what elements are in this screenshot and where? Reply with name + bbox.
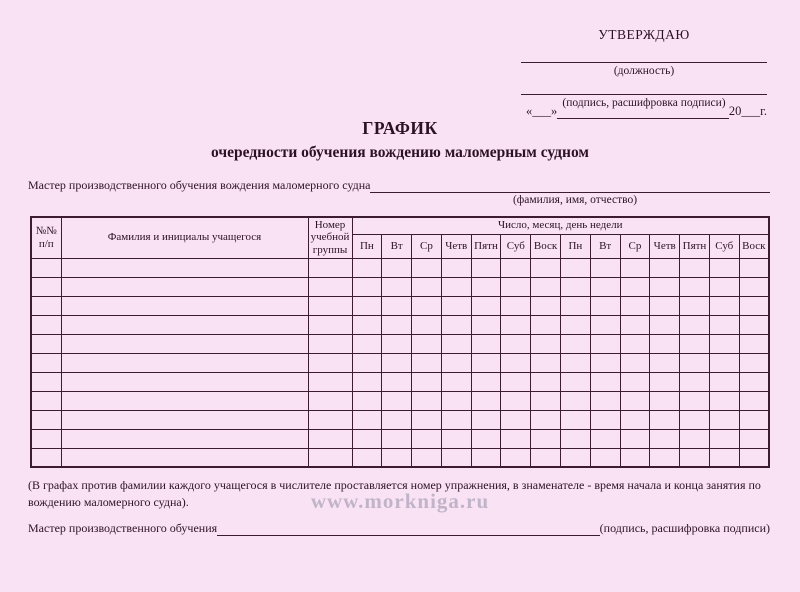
empty-cell — [61, 296, 308, 315]
day-column-header: Суб — [709, 234, 739, 258]
empty-cell — [709, 296, 739, 315]
empty-cell — [650, 334, 680, 353]
empty-cell — [412, 353, 442, 372]
empty-cell — [590, 391, 620, 410]
signature-caption: (подпись, расшифровка подписи) — [562, 97, 726, 109]
empty-cell — [61, 315, 308, 334]
empty-cell — [590, 296, 620, 315]
empty-cell — [501, 296, 531, 315]
empty-cell — [382, 353, 412, 372]
day-column-header: Пн — [352, 234, 382, 258]
position-caption: (должность) — [613, 65, 675, 77]
day-column-header: Вт — [590, 234, 620, 258]
empty-cell — [739, 258, 769, 277]
empty-cell — [31, 334, 61, 353]
empty-cell — [441, 334, 471, 353]
empty-cell — [412, 296, 442, 315]
schedule-table — [30, 216, 770, 468]
empty-cell — [441, 277, 471, 296]
empty-cell — [501, 334, 531, 353]
empty-cell — [352, 429, 382, 448]
empty-cell — [308, 277, 352, 296]
empty-cell — [560, 277, 590, 296]
empty-cell — [620, 258, 650, 277]
empty-cell — [501, 277, 531, 296]
empty-cell — [382, 448, 412, 467]
empty-cell — [352, 372, 382, 391]
empty-cell — [31, 429, 61, 448]
table-body — [31, 258, 769, 467]
empty-cell — [650, 258, 680, 277]
empty-cell — [620, 410, 650, 429]
empty-cell — [471, 372, 501, 391]
table-row — [31, 391, 769, 410]
empty-cell — [531, 429, 561, 448]
empty-cell — [680, 429, 710, 448]
master-label: Мастер производственного обучения вождения маломерного судна — [28, 178, 371, 192]
empty-cell — [61, 391, 308, 410]
empty-cell — [352, 448, 382, 467]
master-line-block — [28, 178, 770, 206]
empty-cell — [680, 315, 710, 334]
empty-cell — [441, 372, 471, 391]
empty-cell — [590, 315, 620, 334]
empty-cell — [352, 410, 382, 429]
empty-cell — [650, 353, 680, 372]
empty-cell — [531, 410, 561, 429]
empty-cell — [412, 429, 442, 448]
empty-cell — [620, 277, 650, 296]
empty-cell — [650, 410, 680, 429]
empty-cell — [412, 410, 442, 429]
empty-cell — [650, 315, 680, 334]
empty-cell — [560, 448, 590, 467]
empty-cell — [650, 448, 680, 467]
empty-cell — [412, 391, 442, 410]
signature-blank-line — [521, 86, 767, 95]
day-column-header: Пн — [560, 234, 590, 258]
empty-cell — [382, 258, 412, 277]
empty-cell — [31, 258, 61, 277]
empty-cell — [620, 448, 650, 467]
empty-cell — [709, 315, 739, 334]
empty-cell — [441, 315, 471, 334]
empty-cell — [709, 277, 739, 296]
empty-cell — [650, 296, 680, 315]
empty-cell — [620, 391, 650, 410]
empty-cell — [709, 334, 739, 353]
empty-cell — [441, 391, 471, 410]
col-header-days-span: Число, месяц, день недели — [352, 217, 769, 234]
table-row — [31, 334, 769, 353]
empty-cell — [531, 353, 561, 372]
empty-cell — [680, 277, 710, 296]
bottom-signature-caption: (подпись, расшифровка подписи) — [599, 521, 770, 535]
empty-cell — [61, 429, 308, 448]
empty-cell — [680, 391, 710, 410]
empty-cell — [471, 410, 501, 429]
bottom-signature-label: Мастер производственного обучения — [28, 521, 218, 535]
empty-cell — [501, 448, 531, 467]
table-row — [31, 277, 769, 296]
empty-cell — [590, 429, 620, 448]
bottom-signature-line — [28, 521, 770, 536]
empty-cell — [61, 334, 308, 353]
empty-cell — [308, 391, 352, 410]
empty-cell — [308, 258, 352, 277]
col-header-name: Фамилия и инициалы учащегося — [61, 217, 308, 258]
empty-cell — [471, 334, 501, 353]
table-row — [31, 353, 769, 372]
empty-cell — [352, 296, 382, 315]
table-row — [31, 448, 769, 467]
empty-cell — [709, 258, 739, 277]
empty-cell — [382, 277, 412, 296]
day-column-header: Пятн — [471, 234, 501, 258]
empty-cell — [441, 429, 471, 448]
empty-cell — [61, 277, 308, 296]
empty-cell — [531, 296, 561, 315]
title-block — [0, 118, 800, 162]
empty-cell — [352, 277, 382, 296]
empty-cell — [709, 429, 739, 448]
empty-cell — [31, 410, 61, 429]
empty-cell — [739, 448, 769, 467]
empty-cell — [531, 391, 561, 410]
empty-cell — [308, 448, 352, 467]
empty-cell — [501, 391, 531, 410]
master-blank-line — [370, 181, 770, 193]
empty-cell — [531, 448, 561, 467]
empty-cell — [382, 410, 412, 429]
empty-cell — [709, 391, 739, 410]
empty-cell — [680, 334, 710, 353]
empty-cell — [531, 334, 561, 353]
empty-cell — [560, 334, 590, 353]
empty-cell — [441, 448, 471, 467]
empty-cell — [308, 372, 352, 391]
empty-cell — [308, 315, 352, 334]
empty-cell — [739, 372, 769, 391]
empty-cell — [620, 372, 650, 391]
empty-cell — [308, 296, 352, 315]
empty-cell — [531, 258, 561, 277]
empty-cell — [709, 448, 739, 467]
empty-cell — [590, 353, 620, 372]
table-row — [31, 372, 769, 391]
empty-cell — [560, 391, 590, 410]
empty-cell — [650, 372, 680, 391]
document-title: ГРАФИК — [362, 118, 438, 138]
empty-cell — [739, 277, 769, 296]
day-column-header: Вт — [382, 234, 412, 258]
empty-cell — [650, 277, 680, 296]
empty-cell — [412, 448, 442, 467]
table-row — [31, 429, 769, 448]
empty-cell — [680, 296, 710, 315]
empty-cell — [441, 258, 471, 277]
empty-cell — [501, 410, 531, 429]
empty-cell — [382, 372, 412, 391]
document-subtitle: очередности обучения вождению маломерным судном — [211, 144, 589, 161]
approve-title: УТВЕРЖДАЮ — [598, 27, 690, 42]
empty-cell — [352, 391, 382, 410]
empty-cell — [739, 410, 769, 429]
empty-cell — [471, 258, 501, 277]
table-row — [31, 315, 769, 334]
empty-cell — [680, 258, 710, 277]
day-column-header: Пятн — [680, 234, 710, 258]
empty-cell — [31, 391, 61, 410]
empty-cell — [471, 448, 501, 467]
empty-cell — [680, 372, 710, 391]
empty-cell — [590, 258, 620, 277]
empty-cell — [560, 429, 590, 448]
schedule-table-wrap — [30, 216, 770, 468]
empty-cell — [382, 296, 412, 315]
empty-cell — [501, 429, 531, 448]
empty-cell — [560, 410, 590, 429]
watermark: www.morkniga.ru — [310, 489, 490, 513]
empty-cell — [352, 315, 382, 334]
empty-cell — [31, 315, 61, 334]
empty-cell — [680, 410, 710, 429]
day-column-header: Ср — [620, 234, 650, 258]
date-line — [526, 104, 767, 119]
master-caption: (фамилия, имя, отчество) — [512, 194, 638, 206]
empty-cell — [560, 353, 590, 372]
empty-cell — [308, 334, 352, 353]
empty-cell — [620, 315, 650, 334]
empty-cell — [560, 315, 590, 334]
empty-cell — [620, 429, 650, 448]
empty-cell — [382, 334, 412, 353]
empty-cell — [61, 372, 308, 391]
day-column-header: Ср — [412, 234, 442, 258]
table-row — [31, 258, 769, 277]
empty-cell — [61, 448, 308, 467]
empty-cell — [31, 277, 61, 296]
empty-cell — [61, 410, 308, 429]
empty-cell — [412, 315, 442, 334]
empty-cell — [501, 315, 531, 334]
day-column-header: Суб — [501, 234, 531, 258]
position-blank-line — [521, 54, 767, 63]
empty-cell — [308, 410, 352, 429]
day-column-header: Воск — [739, 234, 769, 258]
empty-cell — [709, 410, 739, 429]
empty-cell — [31, 353, 61, 372]
empty-cell — [560, 372, 590, 391]
empty-cell — [739, 353, 769, 372]
empty-cell — [471, 429, 501, 448]
empty-cell — [382, 391, 412, 410]
empty-cell — [471, 391, 501, 410]
day-column-header: Воск — [531, 234, 561, 258]
empty-cell — [352, 353, 382, 372]
empty-cell — [531, 372, 561, 391]
empty-cell — [709, 353, 739, 372]
empty-cell — [590, 372, 620, 391]
empty-cell — [412, 277, 442, 296]
empty-cell — [560, 258, 590, 277]
col-header-group: Номер учебной группы — [308, 217, 352, 258]
table-row — [31, 410, 769, 429]
empty-cell — [471, 315, 501, 334]
empty-cell — [61, 353, 308, 372]
empty-cell — [739, 391, 769, 410]
table-row — [31, 296, 769, 315]
empty-cell — [590, 410, 620, 429]
empty-cell — [471, 296, 501, 315]
empty-cell — [308, 353, 352, 372]
empty-cell — [412, 372, 442, 391]
empty-cell — [531, 277, 561, 296]
empty-cell — [471, 277, 501, 296]
empty-cell — [501, 353, 531, 372]
empty-cell — [680, 448, 710, 467]
empty-cell — [441, 353, 471, 372]
empty-cell — [471, 353, 501, 372]
empty-cell — [31, 448, 61, 467]
empty-cell — [441, 296, 471, 315]
bottom-signature-blank-line — [217, 524, 600, 536]
empty-cell — [590, 277, 620, 296]
empty-cell — [531, 315, 561, 334]
empty-cell — [382, 429, 412, 448]
day-column-header: Четв — [441, 234, 471, 258]
empty-cell — [308, 429, 352, 448]
empty-cell — [61, 258, 308, 277]
empty-cell — [590, 334, 620, 353]
empty-cell — [352, 258, 382, 277]
empty-cell — [31, 372, 61, 391]
empty-cell — [709, 372, 739, 391]
empty-cell — [590, 448, 620, 467]
col-header-number: №№ п/п — [31, 217, 61, 258]
empty-cell — [620, 353, 650, 372]
empty-cell — [31, 296, 61, 315]
empty-cell — [739, 315, 769, 334]
empty-cell — [560, 296, 590, 315]
empty-cell — [501, 258, 531, 277]
date-year: 20___г. — [728, 104, 767, 118]
empty-cell — [650, 391, 680, 410]
empty-cell — [412, 334, 442, 353]
empty-cell — [650, 429, 680, 448]
empty-cell — [739, 429, 769, 448]
empty-cell — [739, 296, 769, 315]
empty-cell — [739, 334, 769, 353]
empty-cell — [620, 296, 650, 315]
empty-cell — [382, 315, 412, 334]
empty-cell — [680, 353, 710, 372]
empty-cell — [352, 334, 382, 353]
empty-cell — [441, 410, 471, 429]
empty-cell — [501, 372, 531, 391]
empty-cell — [620, 334, 650, 353]
date-quotes: «___» — [526, 104, 558, 118]
footnote: (В графах против фамилии каждого учащегося в числителе проставляется номер упражнения, в знаменателе - время начала и конца занятия по вождению маломерного судна). — [28, 478, 761, 510]
empty-cell — [412, 258, 442, 277]
day-column-header: Четв — [650, 234, 680, 258]
